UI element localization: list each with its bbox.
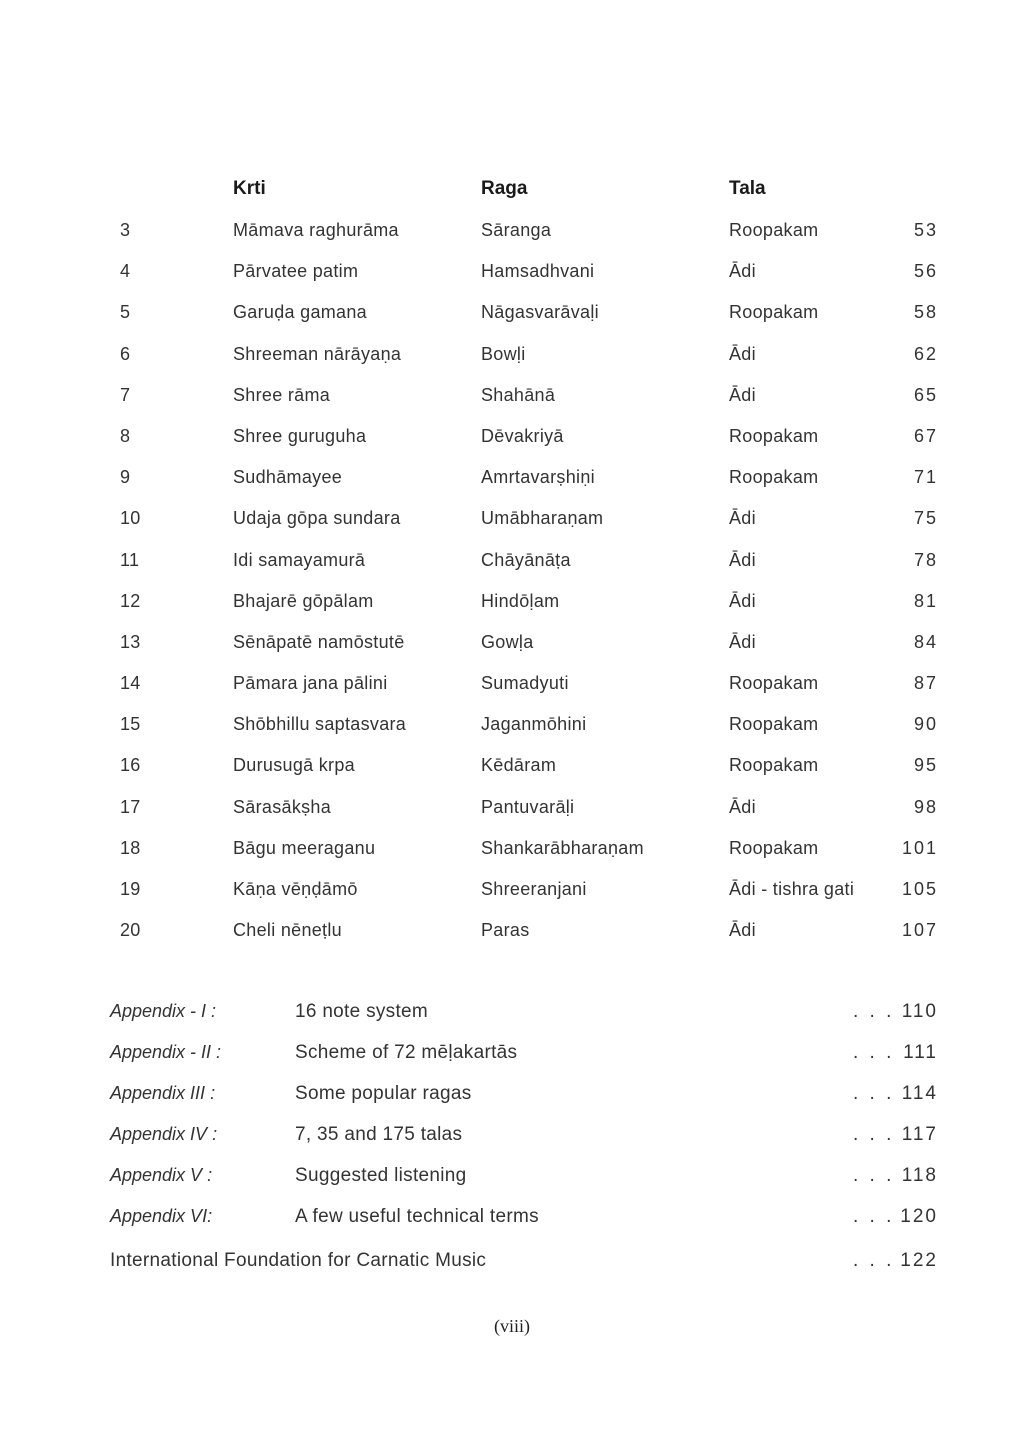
table-row <box>0 342 1024 383</box>
raga-name: Sāranga <box>481 220 552 240</box>
krti-name: Shree guruguha <box>233 425 367 446</box>
appendix-entry <box>0 1205 1024 1246</box>
page-ref: 98 <box>913 796 938 817</box>
page-ref: 90 <box>913 714 938 735</box>
table-row <box>0 506 1024 547</box>
leader-dots: . . . <box>853 1206 895 1227</box>
page-ref: 58 <box>913 302 938 323</box>
tala-name: Roopakam <box>729 673 819 694</box>
raga-name: Dēvakriyā <box>481 425 564 446</box>
tala-name: Ādi <box>729 261 756 282</box>
tala-name: Ādi <box>729 631 756 652</box>
leader-dots: . . . <box>853 1124 895 1145</box>
krti-name: Pāmara jana pālini <box>233 673 388 694</box>
appendix-title: 7, 35 and 175 talas <box>295 1124 463 1145</box>
row-number: 15 <box>120 714 141 735</box>
leader-dots: . . . <box>853 1042 895 1063</box>
appendix-page: 110 <box>901 1001 938 1022</box>
page-ref: 87 <box>913 673 938 694</box>
appendix-title: Suggested listening <box>295 1165 467 1186</box>
krti-name: Shree rāma <box>233 384 331 405</box>
table-row <box>0 424 1024 465</box>
appendix-label: Appendix - II : <box>110 1042 222 1062</box>
page-ref: 105 <box>901 879 938 899</box>
row-number: 10 <box>120 508 141 529</box>
footer-entry <box>0 1250 1024 1280</box>
appendix-title: Some popular ragas <box>295 1083 472 1104</box>
tala-name: Ādi <box>729 508 756 529</box>
page-ref: 78 <box>913 549 938 570</box>
raga-name: Kēdāram <box>481 755 557 776</box>
tala-name: Ādi - tishra gati <box>729 879 855 899</box>
row-number: 14 <box>120 673 141 694</box>
table-row <box>0 383 1024 424</box>
raga-name: Paras <box>481 920 530 941</box>
krti-name: Sēnāpatē namōstutē <box>233 631 405 652</box>
table-row <box>0 218 1024 259</box>
appendix-label: Appendix IV : <box>110 1124 218 1144</box>
page-number: (viii) <box>494 1316 530 1336</box>
row-number: 12 <box>120 590 141 611</box>
krti-name: Bhajarē gōpālam <box>233 590 374 611</box>
table-row <box>0 300 1024 341</box>
row-number: 3 <box>120 220 131 240</box>
row-number: 19 <box>120 879 141 899</box>
row-number: 5 <box>120 302 131 323</box>
leader-dots: . . . <box>853 1083 895 1104</box>
raga-name: Nāgasvarāvaḷi <box>481 302 599 323</box>
tala-name: Ādi <box>729 384 756 405</box>
footer-entry-title: International Foundation for Carnatic Music <box>110 1250 487 1271</box>
appendix-page: 118 <box>901 1165 938 1186</box>
row-number: 13 <box>120 631 141 652</box>
tala-name: Ādi <box>729 920 756 941</box>
appendix-title: Scheme of 72 mēḷakartās <box>295 1042 518 1063</box>
header-raga: Raga <box>481 178 528 199</box>
page-ref: 71 <box>913 467 938 488</box>
leader-dots: . . . <box>853 1001 895 1022</box>
appendix-label: Appendix - I : <box>110 1001 217 1021</box>
footer-entry-page: 122 <box>900 1250 938 1271</box>
row-number: 18 <box>120 837 141 858</box>
krti-name: Shreeman nārāyaṇa <box>233 343 402 364</box>
table-row <box>0 259 1024 300</box>
page-ref: 84 <box>913 631 938 652</box>
raga-name: Sumadyuti <box>481 673 569 694</box>
appendix-label: Appendix III : <box>110 1083 216 1103</box>
page-ref: 95 <box>913 755 938 776</box>
krti-name: Cheli nēneṭlu <box>233 920 342 941</box>
krti-name: Pārvatee patim <box>233 261 359 282</box>
row-number: 8 <box>120 425 131 446</box>
tala-name: Roopakam <box>729 467 819 488</box>
table-row <box>0 712 1024 753</box>
tala-name: Roopakam <box>729 302 819 323</box>
appendix-label: Appendix V : <box>110 1165 213 1185</box>
row-number: 20 <box>120 920 141 941</box>
appendix-title: 16 note system <box>295 1001 429 1022</box>
raga-name: Hamsadhvani <box>481 261 595 282</box>
table-row <box>0 877 1024 918</box>
page-ref: 101 <box>901 837 938 858</box>
row-number: 4 <box>120 261 131 282</box>
krti-list <box>0 218 1024 959</box>
raga-name: Pantuvarāḷi <box>481 796 575 817</box>
page-ref: 81 <box>913 590 938 611</box>
page-ref: 56 <box>913 261 938 282</box>
row-number: 17 <box>120 796 141 817</box>
tala-name: Roopakam <box>729 425 819 446</box>
table-row <box>0 753 1024 794</box>
page-ref: 67 <box>913 425 938 446</box>
header-tala: Tala <box>729 178 766 199</box>
header-krti: Krti <box>233 178 266 199</box>
raga-name: Amrtavarṣhiṇi <box>481 467 595 488</box>
raga-name: Shahānā <box>481 384 556 405</box>
table-row <box>0 671 1024 712</box>
krti-name: Udaja gōpa sundara <box>233 508 401 529</box>
appendix-entry <box>0 1000 1024 1041</box>
table-row <box>0 795 1024 836</box>
krti-name: Durusugā krpa <box>233 755 355 776</box>
table-row <box>0 548 1024 589</box>
page-ref: 53 <box>913 220 938 240</box>
table-row <box>0 836 1024 877</box>
raga-name: Shreeranjani <box>481 879 587 899</box>
tala-name: Ādi <box>729 796 756 817</box>
row-number: 9 <box>120 467 131 488</box>
appendix-list <box>0 1000 1024 1246</box>
row-number: 7 <box>120 384 131 405</box>
tala-name: Roopakam <box>729 220 819 240</box>
page-ref: 62 <box>913 343 938 364</box>
tala-name: Roopakam <box>729 755 819 776</box>
krti-name: Māmava raghurāma <box>233 220 399 240</box>
raga-name: Hindōḷam <box>481 590 560 611</box>
raga-name: Shankarābharaṇam <box>481 837 644 858</box>
krti-name: Kāṇa vēṇḍāmō <box>233 879 358 899</box>
appendix-entry <box>0 1041 1024 1082</box>
table-row <box>0 630 1024 671</box>
appendix-entry <box>0 1164 1024 1205</box>
raga-name: Jaganmōhini <box>481 714 587 735</box>
row-number: 11 <box>120 549 140 570</box>
page-ref: 65 <box>913 384 938 405</box>
raga-name: Chāyānāṭa <box>481 549 571 570</box>
tala-name: Roopakam <box>729 714 819 735</box>
appendix-label: Appendix VI: <box>110 1206 213 1226</box>
tala-name: Ādi <box>729 343 756 364</box>
appendix-page: 120 <box>900 1206 938 1227</box>
krti-name: Sārasākṣha <box>233 796 332 817</box>
tala-name: Ādi <box>729 549 756 570</box>
raga-name: Bowḷi <box>481 343 526 364</box>
leader-dots: . . . <box>853 1165 895 1186</box>
row-number: 6 <box>120 343 131 364</box>
krti-name: Bāgu meeraganu <box>233 837 376 858</box>
raga-name: Gowḷa <box>481 631 534 652</box>
appendix-title: A few useful technical terms <box>295 1206 539 1227</box>
footer-entry-dots: . . . <box>853 1250 895 1271</box>
table-row <box>0 465 1024 506</box>
row-number: 16 <box>120 755 141 776</box>
page-ref: 75 <box>913 508 938 529</box>
raga-name: Umābharaṇam <box>481 508 604 529</box>
tala-name: Ādi <box>729 590 756 611</box>
krti-name: Garuḍa gamana <box>233 302 367 323</box>
table-row <box>0 918 1024 959</box>
krti-name: Idi samayamurā <box>233 549 366 570</box>
appendix-entry <box>0 1082 1024 1123</box>
page-ref: 107 <box>901 920 938 941</box>
appendix-entry <box>0 1123 1024 1164</box>
tala-name: Roopakam <box>729 837 819 858</box>
krti-name: Shōbhillu saptasvara <box>233 714 407 735</box>
appendix-page: 114 <box>901 1083 938 1104</box>
krti-name: Sudhāmayee <box>233 467 343 488</box>
appendix-page: 117 <box>901 1124 938 1145</box>
appendix-page: 111 <box>903 1042 938 1063</box>
table-row <box>0 589 1024 630</box>
